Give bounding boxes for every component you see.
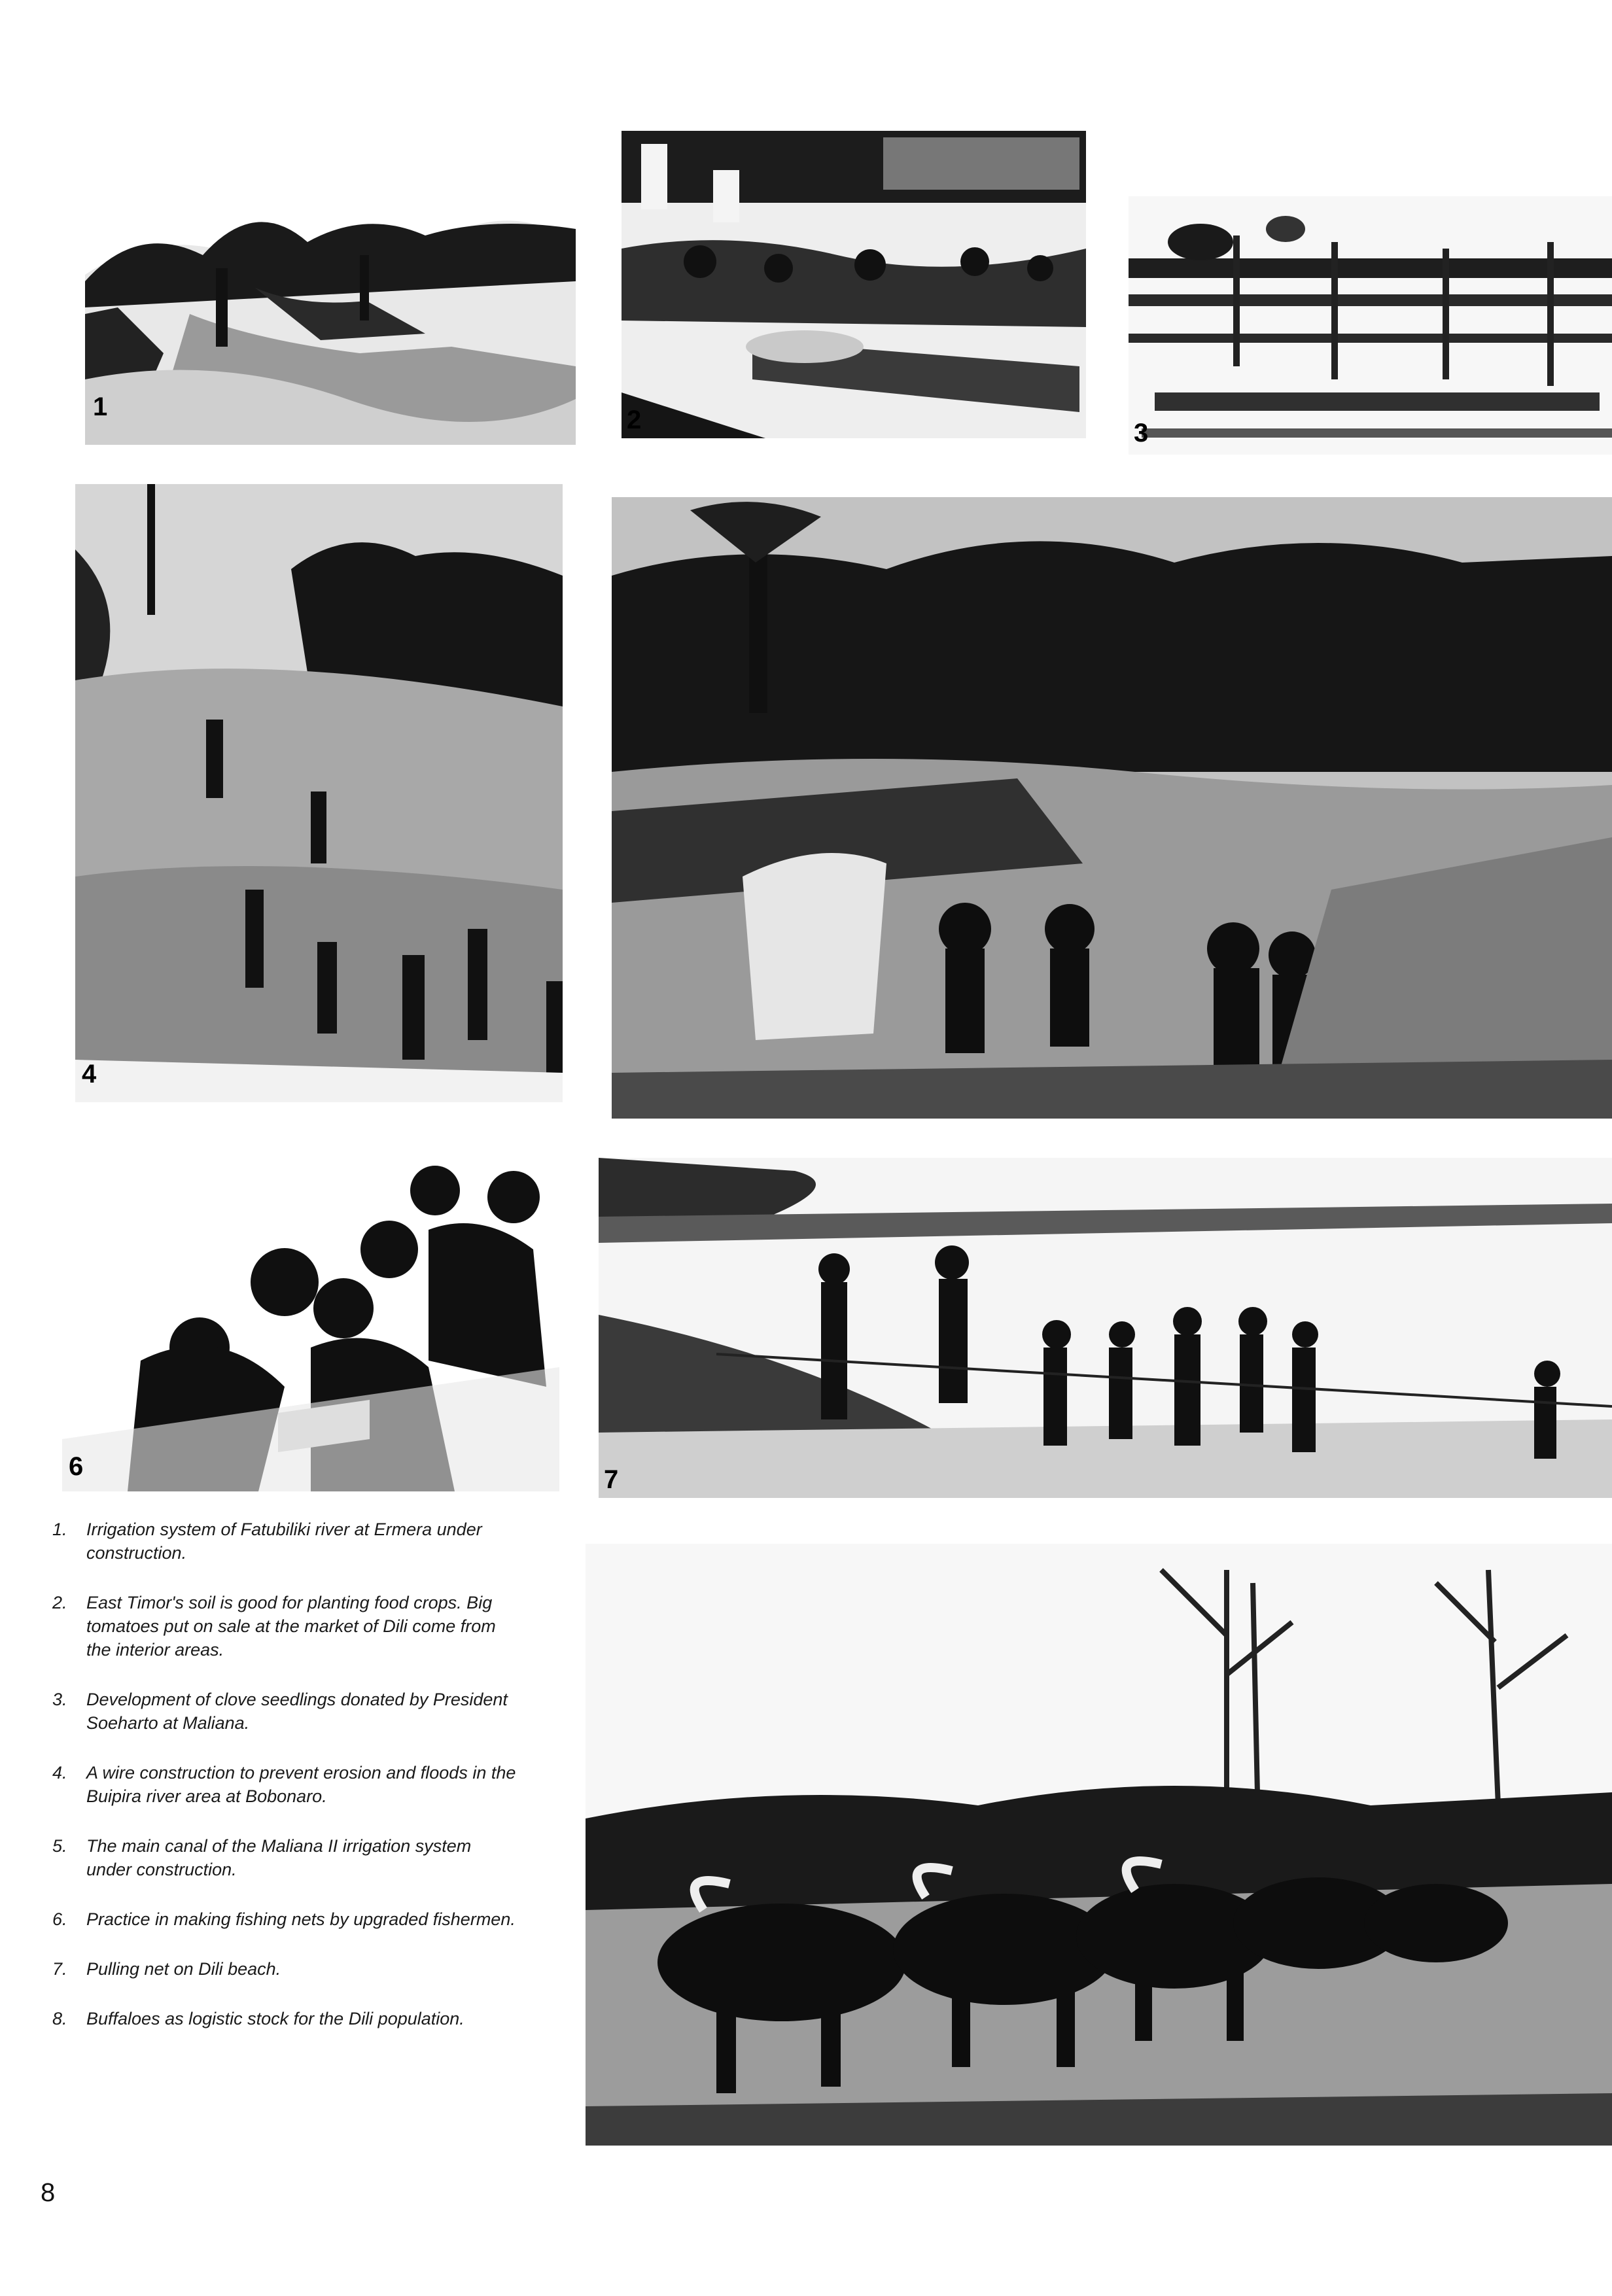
photo-7-label: 7 xyxy=(604,1465,619,1494)
photo-3-clove-seedlings xyxy=(1129,196,1612,455)
caption-7-text: Pulling net on Dili beach. xyxy=(86,1959,281,1979)
caption-2-number: 2. xyxy=(52,1593,67,1612)
photo-7-image xyxy=(599,1158,1612,1498)
caption-4-text: A wire construction to prevent erosion and floods in the Buipira river area at Bobonaro. xyxy=(86,1763,516,1806)
photo-2-image xyxy=(622,131,1086,438)
caption-1-text: Irrigation system of Fatubiliki river at Ermera under construction. xyxy=(86,1520,482,1563)
photo-4-label: 4 xyxy=(82,1060,97,1088)
photo-6-image xyxy=(62,1151,559,1491)
caption-7 xyxy=(47,1957,518,1981)
photo-6-label: 6 xyxy=(69,1452,84,1481)
caption-3-number: 3. xyxy=(52,1690,67,1709)
caption-6-text: Practice in making fishing nets by upgraded fishermen. xyxy=(86,1909,516,1929)
photo-5-image xyxy=(612,497,1612,1119)
caption-6-number: 6. xyxy=(52,1909,67,1929)
caption-1 xyxy=(47,1518,518,1565)
caption-2-text: East Timor's soil is good for planting food crops. Big tomatoes put on sale at the market of Dili come from the interior areas. xyxy=(86,1593,496,1660)
caption-3-text: Development of clove seedlings donated by President Soeharto at Maliana. xyxy=(86,1690,508,1733)
photo-5-maliana-canal xyxy=(612,497,1612,1119)
caption-8 xyxy=(47,2007,518,2030)
photo-2-dili-market xyxy=(622,131,1086,438)
photo-3-label: 3 xyxy=(1134,419,1149,447)
caption-5-text: The main canal of the Maliana II irrigation system under construction. xyxy=(86,1836,472,1879)
caption-5-number: 5. xyxy=(52,1836,67,1856)
photo-captions xyxy=(47,1518,518,2057)
photo-1-irrigation-ermera xyxy=(85,183,576,445)
photo-1-label: 1 xyxy=(93,392,108,421)
photo-7-dili-beach xyxy=(599,1158,1612,1498)
caption-4-number: 4. xyxy=(52,1763,67,1783)
photo-4-image xyxy=(75,484,563,1102)
caption-4 xyxy=(47,1761,518,1808)
caption-8-number: 8. xyxy=(52,2009,67,2028)
caption-7-number: 7. xyxy=(52,1959,67,1979)
caption-5 xyxy=(47,1834,518,1881)
photo-6-fishing-nets xyxy=(62,1151,559,1491)
caption-3 xyxy=(47,1688,518,1735)
page-number: 8 xyxy=(41,2178,56,2207)
photo-2-label: 2 xyxy=(627,406,642,434)
caption-1-number: 1. xyxy=(52,1520,67,1539)
photo-1-image xyxy=(85,183,576,445)
photo-3-image xyxy=(1129,196,1612,455)
caption-8-text: Buffaloes as logistic stock for the Dili population. xyxy=(86,2009,464,2028)
photo-8-buffaloes xyxy=(586,1544,1612,2146)
caption-2 xyxy=(47,1591,518,1661)
caption-6 xyxy=(47,1907,518,1931)
photo-4-wire-construction xyxy=(75,484,563,1102)
photo-8-image xyxy=(586,1544,1612,2146)
